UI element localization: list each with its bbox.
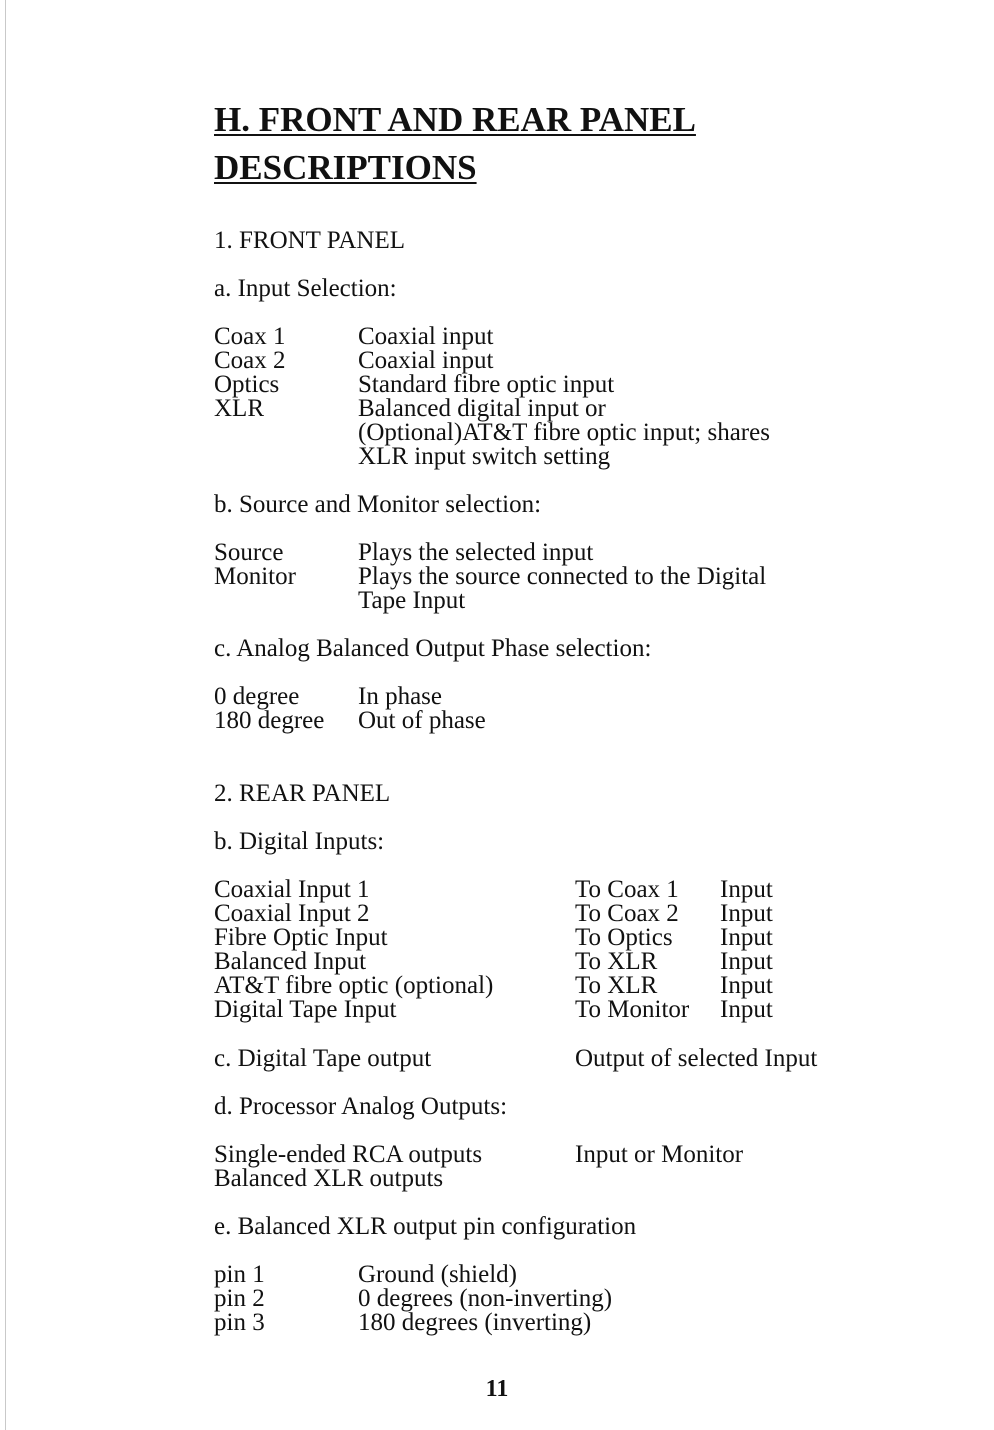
digital-input-name: Coaxial Input 2 xyxy=(214,900,370,927)
source-monitor-label: Source xyxy=(214,539,284,566)
digital-input-destination: To XLR xyxy=(575,972,658,999)
phase-heading: c. Analog Balanced Output Phase selection: xyxy=(214,635,652,662)
source-monitor-desc: Plays the selected input xyxy=(358,539,594,566)
input-selection-label: XLR xyxy=(214,395,264,422)
digital-input-destination: To XLR xyxy=(575,948,658,975)
phase-desc: In phase xyxy=(358,683,442,710)
digital-input-name: Digital Tape Input xyxy=(214,996,397,1023)
phase-label: 0 degree xyxy=(214,683,300,710)
input-selection-heading: a. Input Selection: xyxy=(214,275,397,302)
analog-output-name: Balanced XLR outputs xyxy=(214,1165,444,1192)
pin-config-heading: e. Balanced XLR output pin configuration xyxy=(214,1213,637,1240)
digital-input-type: Input xyxy=(720,996,773,1023)
digital-input-destination: To Coax 2 xyxy=(575,900,679,927)
rear-panel-heading: 2. REAR PANEL xyxy=(214,780,391,807)
digital-input-name: Balanced Input xyxy=(214,948,367,975)
page-edge-line xyxy=(5,0,6,1430)
phase-desc: Out of phase xyxy=(358,707,486,734)
title-line-2: DESCRIPTIONS xyxy=(214,148,477,187)
input-selection-desc: Coaxial input xyxy=(358,323,494,350)
pin-label: pin 1 xyxy=(214,1261,265,1288)
pin-desc: 180 degrees (inverting) xyxy=(358,1309,592,1336)
digital-input-name: Coaxial Input 1 xyxy=(214,876,370,903)
digital-input-destination: To Coax 1 xyxy=(575,876,679,903)
digital-input-type: Input xyxy=(720,900,773,927)
digital-inputs-heading: b. Digital Inputs: xyxy=(214,828,385,855)
digital-input-type: Input xyxy=(720,924,773,951)
source-monitor-heading: b. Source and Monitor selection: xyxy=(214,491,542,518)
digital-input-type: Input xyxy=(720,948,773,975)
source-monitor-label: Monitor xyxy=(214,563,296,590)
page-number: 11 xyxy=(485,1376,509,1402)
digital-input-type: Input xyxy=(720,876,773,903)
input-selection-desc: XLR input switch setting xyxy=(358,443,611,470)
input-selection-label: Coax 1 xyxy=(214,323,286,350)
input-selection-desc: Standard fibre optic input xyxy=(358,371,615,398)
digital-input-name: Fibre Optic Input xyxy=(214,924,388,951)
digital-input-destination: To Monitor xyxy=(575,996,690,1023)
tape-output-desc: Output of selected Input xyxy=(575,1045,818,1072)
analog-output-desc: Input or Monitor xyxy=(575,1141,744,1168)
pin-label: pin 2 xyxy=(214,1285,265,1312)
pin-desc: Ground (shield) xyxy=(358,1261,517,1288)
input-selection-desc: Coaxial input xyxy=(358,347,494,374)
source-monitor-desc: Tape Input xyxy=(358,587,466,614)
tape-output-heading: c. Digital Tape output xyxy=(214,1045,432,1072)
digital-input-name: AT&T fibre optic (optional) xyxy=(214,972,494,999)
input-selection-label: Coax 2 xyxy=(214,347,286,374)
input-selection-desc: Balanced digital input or xyxy=(358,395,606,422)
source-monitor-desc: Plays the source connected to the Digital xyxy=(358,563,767,590)
front-panel-heading: 1. FRONT PANEL xyxy=(214,227,406,254)
title-line-1: H. FRONT AND REAR PANEL xyxy=(214,100,696,139)
input-selection-label: Optics xyxy=(214,371,280,398)
pin-label: pin 3 xyxy=(214,1309,265,1336)
digital-input-type: Input xyxy=(720,972,773,999)
input-selection-desc: (Optional)AT&T fibre optic input; shares xyxy=(358,419,770,446)
phase-label: 180 degree xyxy=(214,707,325,734)
section-title xyxy=(214,96,854,192)
digital-input-destination: To Optics xyxy=(575,924,673,951)
analog-output-name: Single-ended RCA outputs xyxy=(214,1141,483,1168)
pin-desc: 0 degrees (non-inverting) xyxy=(358,1285,613,1312)
analog-outputs-heading: d. Processor Analog Outputs: xyxy=(214,1093,508,1120)
